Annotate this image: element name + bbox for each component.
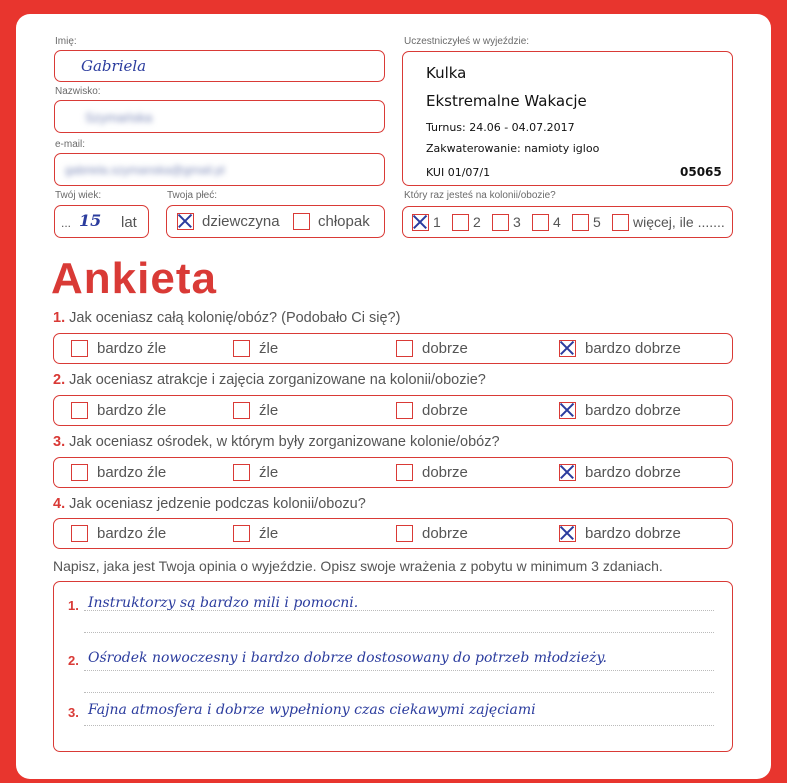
question-1-text: Jak oceniasz całą kolonię/obóz? (Podobało Ci się?): [69, 310, 401, 326]
trip-company: Kulka: [426, 64, 467, 82]
opinion-3-number: 3.: [68, 705, 79, 720]
opinion-line: [84, 670, 714, 671]
q3-option-2-checkbox[interactable]: [233, 464, 250, 481]
question-4: [53, 496, 366, 512]
opinion-1-number: 1.: [68, 598, 79, 613]
age-unit: lat: [121, 214, 137, 231]
question-2: [53, 372, 486, 388]
question-3: [53, 434, 500, 450]
q2-option-1-label: bardzo źle: [97, 402, 167, 419]
q2-option-3-checkbox[interactable]: [396, 402, 413, 419]
q1-option-4-checkbox[interactable]: [559, 340, 576, 357]
age-value: 15: [79, 211, 102, 230]
trip-number: 05065: [680, 165, 722, 179]
q1-option-2-checkbox[interactable]: [233, 340, 250, 357]
name-value: Gabriela: [81, 57, 147, 75]
q2-option-3-label: dobrze: [422, 402, 468, 419]
gender-label: Twoja płeć:: [167, 190, 218, 201]
opinion-line: [84, 632, 714, 633]
question-3-number: 3.: [53, 434, 66, 450]
q4-option-3-checkbox[interactable]: [396, 525, 413, 542]
email-field[interactable]: [54, 153, 385, 186]
q1-option-1-checkbox[interactable]: [71, 340, 88, 357]
times-more-label: więcej, ile .......: [633, 214, 725, 230]
gender-male-checkbox[interactable]: [293, 213, 310, 230]
times-2-checkbox[interactable]: [452, 214, 469, 231]
times-2-label: 2: [473, 214, 481, 230]
age-field[interactable]: [54, 205, 149, 238]
question-1: [53, 310, 400, 326]
opinion-2-number: 2.: [68, 653, 79, 668]
question-4-number: 4.: [53, 496, 66, 512]
gender-field: [166, 205, 385, 238]
question-1-number: 1.: [53, 310, 66, 326]
times-more-checkbox[interactable]: [612, 214, 629, 231]
question-2-text: Jak oceniasz atrakcje i zajęcia zorganizowane na kolonii/obozie?: [69, 372, 486, 388]
q4-option-3-label: dobrze: [422, 525, 468, 542]
times-5-label: 5: [593, 214, 601, 230]
times-field: [402, 206, 733, 238]
survey-title: Ankieta: [51, 254, 217, 303]
opinion-prompt: Napisz, jaka jest Twoja opinia o wyjeździe. Opisz swoje wrażenia z pobytu w minimum 3 zdaniach.: [53, 558, 663, 574]
q1-option-4-label: bardzo dobrze: [585, 340, 681, 357]
gender-female-label: dziewczyna: [202, 213, 280, 230]
question-2-number: 2.: [53, 372, 66, 388]
q2-option-4-label: bardzo dobrze: [585, 402, 681, 419]
opinion-box[interactable]: [53, 581, 733, 752]
q3-option-1-label: bardzo źle: [97, 464, 167, 481]
gender-male-label: chłopak: [318, 213, 370, 230]
surname-field[interactable]: [54, 100, 385, 133]
answer-row-2: [53, 395, 733, 426]
email-label: e-mail:: [55, 139, 86, 150]
trip-name: Ekstremalne Wakacje: [426, 92, 587, 110]
age-dots: ...: [61, 216, 72, 230]
times-3-checkbox[interactable]: [492, 214, 509, 231]
q2-option-4-checkbox[interactable]: [559, 402, 576, 419]
q2-option-1-checkbox[interactable]: [71, 402, 88, 419]
surname-label: Nazwisko:: [55, 86, 101, 97]
answer-row-3: [53, 457, 733, 488]
q4-option-1-label: bardzo źle: [97, 525, 167, 542]
times-3-label: 3: [513, 214, 521, 230]
age-label: Twój wiek:: [55, 190, 102, 201]
times-1-label: 1: [433, 214, 441, 230]
opinion-2-text: Ośrodek nowoczesny i bardzo dobrze dostosowany do potrzeb młodzieży.: [88, 650, 607, 666]
q4-option-1-checkbox[interactable]: [71, 525, 88, 542]
q4-option-2-checkbox[interactable]: [233, 525, 250, 542]
q1-option-3-label: dobrze: [422, 340, 468, 357]
trip-accommodation: Zakwaterowanie: namioty igloo: [426, 142, 600, 155]
answer-row-1: [53, 333, 733, 364]
q4-option-4-label: bardzo dobrze: [585, 525, 681, 542]
trip-label: Uczestniczyłeś w wyjeździe:: [404, 36, 530, 47]
q3-option-1-checkbox[interactable]: [71, 464, 88, 481]
times-4-label: 4: [553, 214, 561, 230]
opinion-line: [84, 692, 714, 693]
name-field[interactable]: [54, 50, 385, 82]
times-label: Który raz jesteś na kolonii/obozie?: [404, 190, 556, 201]
q1-option-2-label: źle: [259, 340, 279, 357]
q3-option-3-label: dobrze: [422, 464, 468, 481]
trip-code: KUI 01/07/1: [426, 166, 491, 179]
question-3-text: Jak oceniasz ośrodek, w którym były zorganizowane kolonie/obóz?: [69, 434, 500, 450]
q1-option-1-label: bardzo źle: [97, 340, 167, 357]
q4-option-4-checkbox[interactable]: [559, 525, 576, 542]
times-4-checkbox[interactable]: [532, 214, 549, 231]
times-1-checkbox[interactable]: [412, 214, 429, 231]
trip-turnus: Turnus: 24.06 - 04.07.2017: [426, 121, 575, 134]
q2-option-2-label: źle: [259, 402, 279, 419]
opinion-line: [84, 725, 714, 726]
answer-row-4: [53, 518, 733, 549]
q3-option-4-checkbox[interactable]: [559, 464, 576, 481]
gender-female-checkbox[interactable]: [177, 213, 194, 230]
q3-option-4-label: bardzo dobrze: [585, 464, 681, 481]
q1-option-3-checkbox[interactable]: [396, 340, 413, 357]
q3-option-3-checkbox[interactable]: [396, 464, 413, 481]
name-label: Imię:: [55, 36, 77, 47]
q2-option-2-checkbox[interactable]: [233, 402, 250, 419]
question-4-text: Jak oceniasz jedzenie podczas kolonii/obozu?: [69, 496, 366, 512]
opinion-3-text: Fajna atmosfera i dobrze wypełniony czas ciekawymi zajęciami: [88, 702, 536, 718]
trip-info-box: [402, 51, 733, 186]
q4-option-2-label: źle: [259, 525, 279, 542]
opinion-1-text: Instruktorzy są bardzo mili i pomocni.: [88, 595, 359, 611]
q3-option-2-label: źle: [259, 464, 279, 481]
email-value-blurred: gabriela.szymanska@gmail.pl: [65, 163, 225, 177]
surname-value-blurred: Szymańska: [85, 110, 153, 125]
times-5-checkbox[interactable]: [572, 214, 589, 231]
